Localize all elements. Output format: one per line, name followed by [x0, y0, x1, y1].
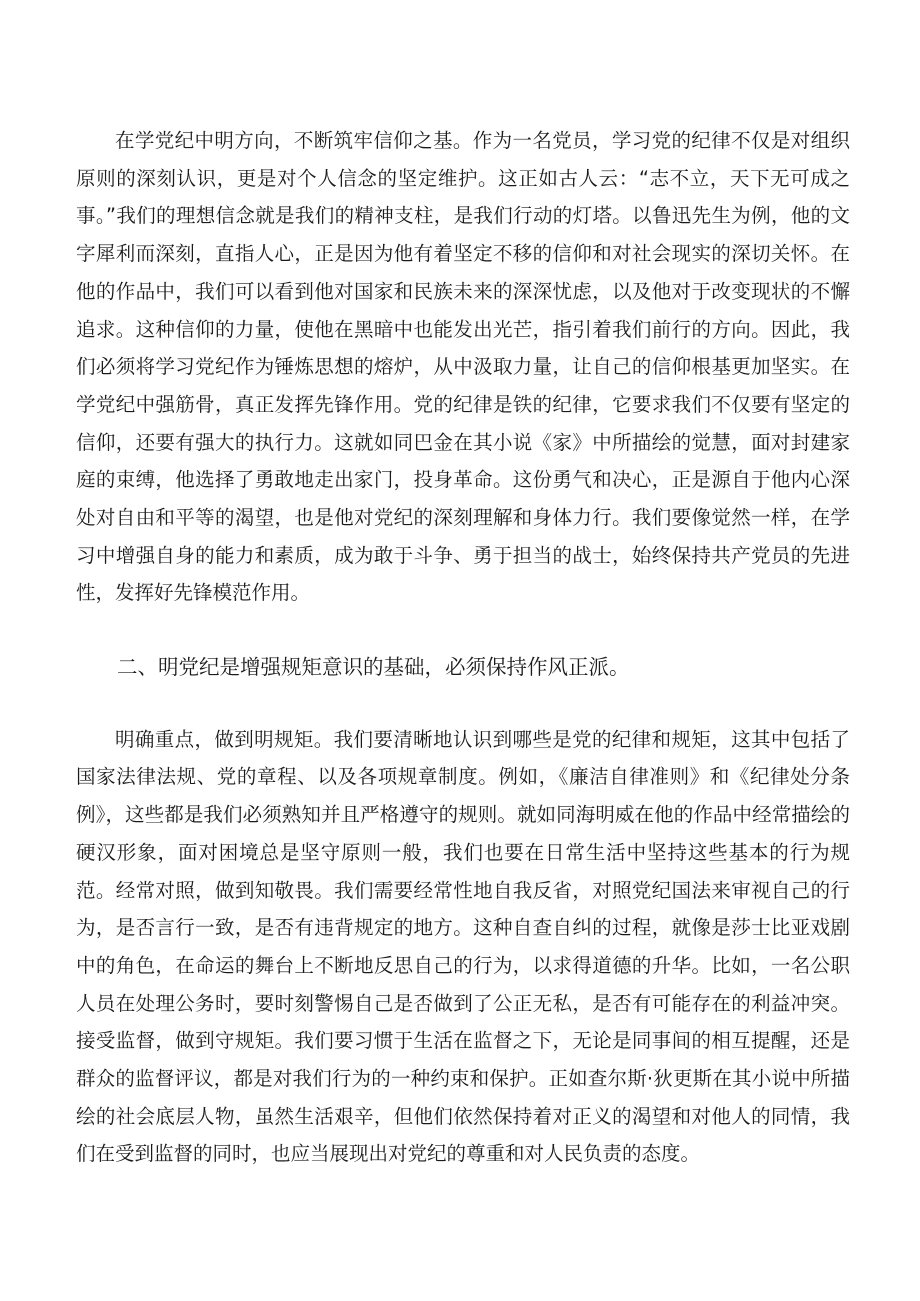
paragraph-belief: 在学党纪中明方向，不断筑牢信仰之基。作为一名党员，学习党的纪律不仅是对组织原则的深刻认识，更是对个人信念的坚定维护。这正如古人云：“志不立，天下无可成之事。”我们的理想信念就是我们的精神支柱，是我们行动的灯塔。以鲁迅先生为例，他的文字犀利而深刻，直指人心，正是因为他有着坚定不移的信仰和对社会现实的深切关怀。在他的作品中，我们可以看到他对国家和民族未来的深深忧虑，以及他对于改变现状的不懈追求。这种信仰的力量，使他在黑暗中也能发出光芒，指引着我们前行的方向。因此，我们必须将学习党纪作为锤炼思想的熔炉，从中汲取力量，让自己的信仰根基更加坚实。在学党纪中强筋骨，真正发挥先锋作用。党的纪律是铁的纪律，它要求我们不仅要有坚定的信仰，还要有强大的执行力。这就如同巴金在其小说《家》中所描绘的觉慧，面对封建家庭的束缚，他选择了勇敢地走出家门，投身革命。这份勇气和决心，正是源自于他内心深处对自由和平等的渴望，也是他对党纪的深刻理解和身体力行。我们要像觉然一样，在学习中增强自身的能力和素质，成为敢于斗争、勇于担当的战士，始终保持共产党员的先进性，发挥好先锋模范作用。	[76, 129, 850, 605]
document-body	[76, 122, 850, 1211]
paragraph-rules: 明确重点，做到明规矩。我们要清晰地认识到哪些是党的纪律和规矩，这其中包括了国家法律法规、党的章程、以及各项规章制度。例如，《廉洁自律准则》和《纪律处分条例》，这些都是我们必须熟知并且严格遵守的规则。就如同海明威在他的作品中经常描绘的硬汉形象，面对困境总是坚守原则一般，我们也要在日常生活中坚持这些基本的行为规范。经常对照，做到知敬畏。我们需要经常性地自我反省，对照党纪国法来审视自己的行为，是否言行一致，是否有违背规定的地方。这种自查自纠的过程，就像是莎士比亚戏剧中的角色，在命运的舞台上不断地反思自己的行为，以求得道德的升华。比如，一名公职人员在处理公务时，要时刻警惕自己是否做到了公正无私，是否有可能存在的利益冲突。接受监督，做到守规矩。我们要习惯于生活在监督之下，无论是同事间的相互提醒，还是群众的监督评议，都是对我们行为的一种约束和保护。正如查尔斯·狄更斯在其小说中所描绘的社会底层人物，虽然生活艰辛，但他们依然保持着对正义的渴望和对他人的同情，我们在受到监督的同时，也应当展现出对党纪的尊重和对人民负责的态度。	[76, 727, 850, 1166]
section-heading-2: 二、明党纪是增强规矩意识的基础，必须保持作风正派。	[117, 655, 630, 679]
